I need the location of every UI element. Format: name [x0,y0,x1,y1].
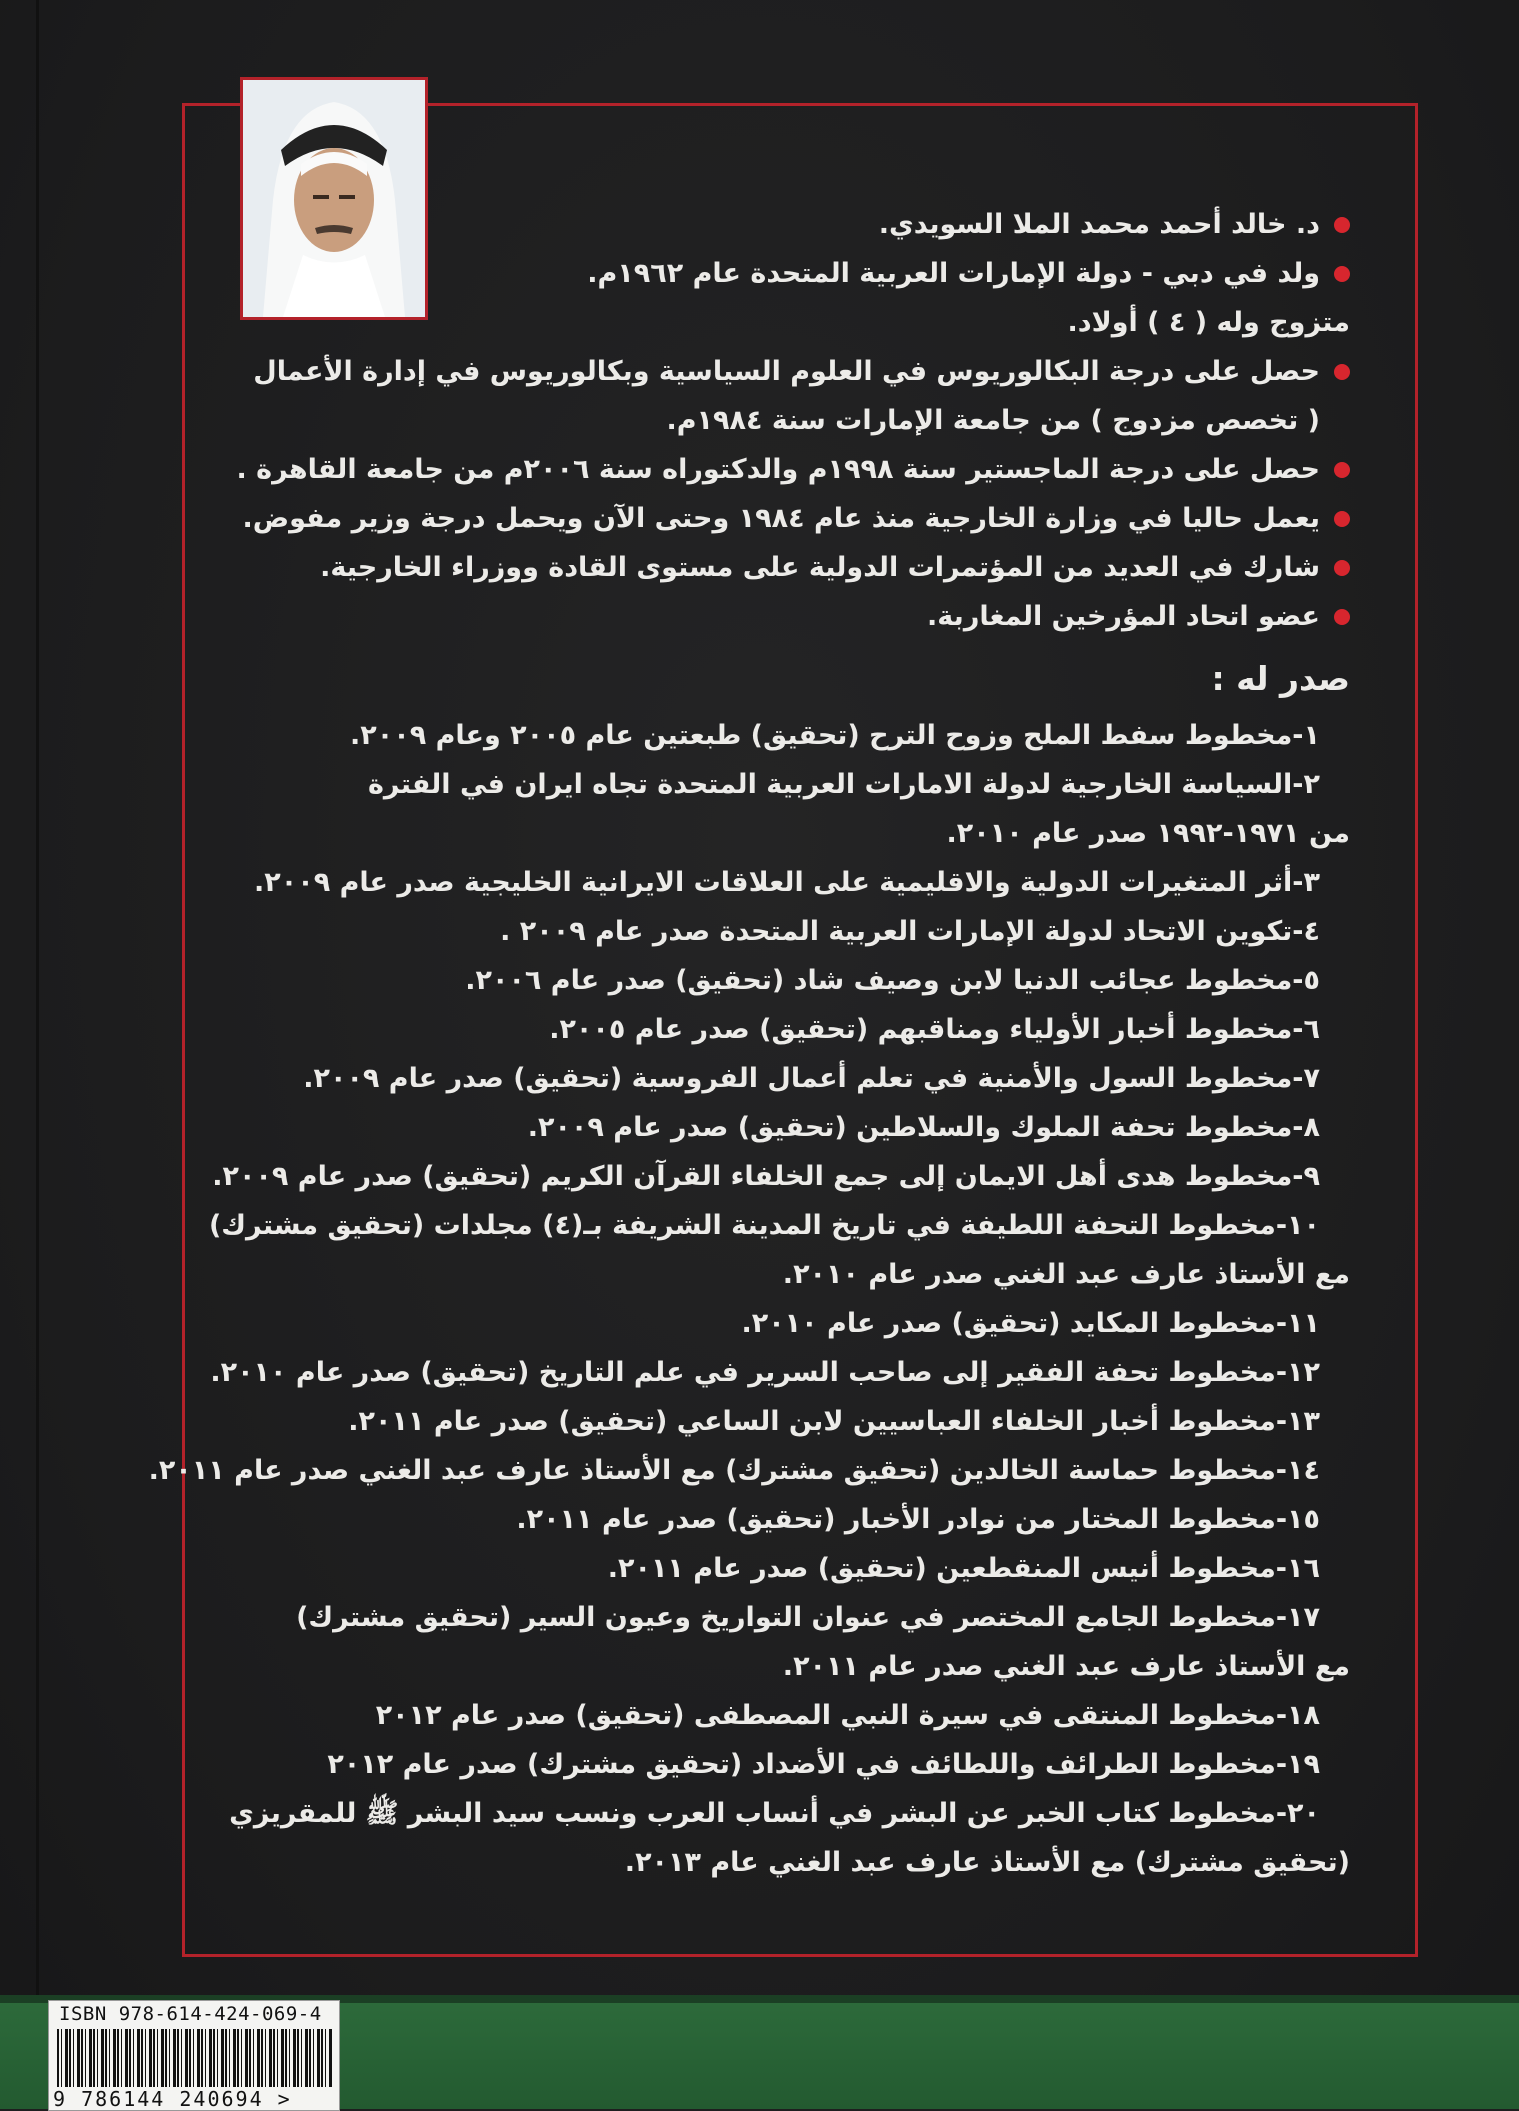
barcode-label [48,2000,340,2111]
bio-bachelor: حصل على درجة البكالوريوس في العلوم السياسية وبكالوريوس في إدارة الأعمال [250,347,1350,396]
publication-item: ٨-مخطوط تحفة الملوك والسلاطين (تحقيق) صدر عام ٢٠٠٩. [527,1112,1320,1143]
bullet-icon [1334,217,1350,233]
publication-item: ١٨-مخطوط المنتقى في سيرة النبي المصطفى (تحقيق) صدر عام ٢٠١٢ [375,1700,1320,1731]
publication-item: ١٦-مخطوط أنيس المنقطعين (تحقيق) صدر عام ٢٠١١. [607,1553,1320,1584]
publication-item: ٦-مخطوط أخبار الأولياء ومناقبهم (تحقيق) صدر عام ٢٠٠٥. [549,1014,1320,1045]
publication-item: ١٥-مخطوط المختار من نوادر الأخبار (تحقيق) صدر عام ٢٠١١. [516,1504,1320,1535]
publication-item: ٩-مخطوط هدى أهل الايمان إلى جمع الخلفاء القرآن الكريم (تحقيق) صدر عام ٢٠٠٩. [212,1161,1320,1192]
publications-heading: صدر له : [1211,659,1350,698]
bio-married: متزوج وله ( ٤ ) أولاد. [1067,307,1350,338]
bio-conferences: شارك في العديد من المؤتمرات الدولية على مستوى القادة ووزراء الخارجية. [250,543,1350,592]
bio-work: يعمل حاليا في وزارة الخارجية منذ عام ١٩٨٤ وحتى الآن ويحمل درجة وزير مفوض. [250,494,1350,543]
publication-item: ١١-مخطوط المكايد (تحقيق) صدر عام ٢٠١٠. [741,1308,1320,1339]
publication-item: ٤-تكوين الاتحاد لدولة الإمارات العربية المتحدة صدر عام ٢٠٠٩ . [500,916,1320,947]
publication-item: ٧-مخطوط السول والأمنية في تعلم أعمال الفروسية (تحقيق) صدر عام ٢٠٠٩. [303,1063,1320,1094]
publication-item: ١٢-مخطوط تحفة الفقير إلى صاحب السرير في علم التاريخ (تحقيق) صدر عام ٢٠١٠. [210,1357,1320,1388]
bullet-icon [1334,266,1350,282]
publication-item: مع الأستاذ عارف عبد الغني صدر عام ٢٠١١. [782,1651,1350,1682]
bullet-icon [1334,560,1350,576]
publication-item: من ١٩٧١-١٩٩٢ صدر عام ٢٠١٠. [946,818,1350,849]
bullet-icon [1334,511,1350,527]
publication-item: ١٣-مخطوط أخبار الخلفاء العباسيين لابن الساعي (تحقيق) صدر عام ٢٠١١. [348,1406,1320,1437]
bullet-icon [1334,364,1350,380]
publication-item: ٢٠-مخطوط كتاب الخبر عن البشر في أنساب العرب ونسب سيد البشر ﷺ للمقريزي [229,1798,1320,1829]
publication-item: ١٤-مخطوط حماسة الخالدين (تحقيق مشترك) مع الأستاذ عارف عبد الغني صدر عام ٢٠١١. [148,1455,1320,1486]
author-info [148,200,1350,1887]
publication-item: ١-مخطوط سفط الملح وزوح الترح (تحقيق) طبعتين عام ٢٠٠٥ وعام ٢٠٠٩. [350,720,1320,751]
bio-masters: حصل على درجة الماجستير سنة ١٩٩٨م والدكتوراه سنة ٢٠٠٦م من جامعة القاهرة . [250,445,1350,494]
publication-item: ١٠-مخطوط التحفة اللطيفة في تاريخ المدينة الشريفة بـ(٤) مجلدات (تحقيق مشترك) [208,1210,1320,1241]
bio-born: ولد في دبي - دولة الإمارات العربية المتحدة عام ١٩٦٢م. [250,249,1350,298]
publication-item: ١٩-مخطوط الطرائف واللطائف في الأضداد (تحقيق مشترك) صدر عام ٢٠١٢ [327,1749,1320,1780]
publication-item: (تحقيق مشترك) مع الأستاذ عارف عبد الغني عام ٢٠١٣. [624,1847,1350,1878]
spine-edge [36,0,39,2000]
publication-item: ٣-أثر المتغيرات الدولية والاقليمية على العلاقات الايرانية الخليجية صدر عام ٢٠٠٩. [254,867,1320,898]
publication-item: ١٧-مخطوط الجامع المختصر في عنوان التواريخ وعيون السير (تحقيق مشترك) [296,1602,1320,1633]
publication-item: ٥-مخطوط عجائب الدنيا لابن وصيف شاد (تحقيق) صدر عام ٢٠٠٦. [465,965,1320,996]
bio-bachelor-cont: ( تخصص مزدوج ) من جامعة الإمارات سنة ١٩٨٤م. [666,405,1320,436]
publication-item: ٢-السياسة الخارجية لدولة الامارات العربية المتحدة تجاه ايران في الفترة [367,769,1320,800]
isbn-text: ISBN 978-614-424-069-4 [59,2003,322,2025]
bio-name: د. خالد أحمد محمد الملا السويدي. [250,200,1350,249]
bullet-icon [1334,462,1350,478]
bullet-icon [1334,609,1350,625]
barcode-number: 9 786144 240694 > [53,2087,292,2111]
publication-item: مع الأستاذ عارف عبد الغني صدر عام ٢٠١٠. [782,1259,1350,1290]
barcode-icon [57,2029,333,2087]
bio-member: عضو اتحاد المؤرخين المغاربة. [250,592,1350,641]
